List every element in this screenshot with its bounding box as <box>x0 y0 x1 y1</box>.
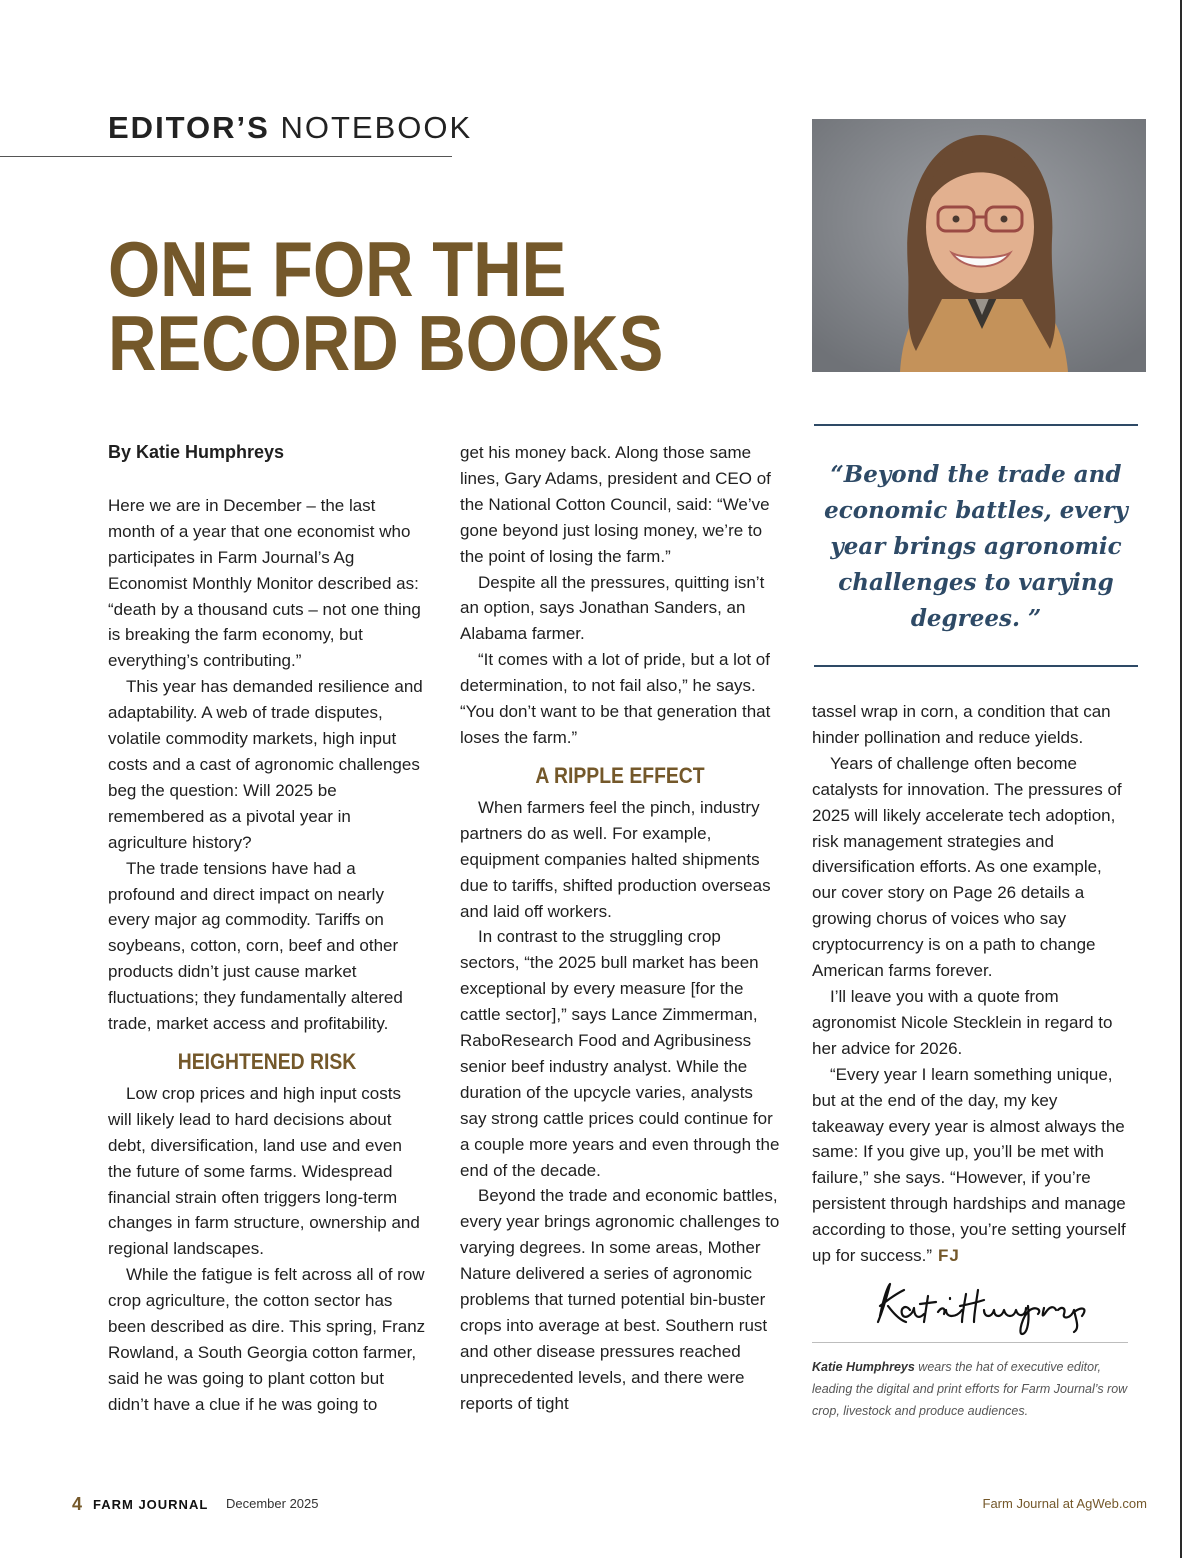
section-label-bold: EDITOR’S <box>108 110 270 145</box>
paragraph: The trade tensions have had a profound and direct impact on nearly every major ag commodity. Tariffs on soybeans, cotton, corn, beef and other products didn’t just cause market fluctuations; they fundamentally altered trade, market access and profitability. <box>108 858 403 1034</box>
handwritten-signature <box>866 1276 1096 1341</box>
pullquote-top-rule <box>814 424 1138 426</box>
issue-date: December 2025 <box>226 1496 319 1511</box>
bio-name: Katie Humphreys <box>812 1360 915 1374</box>
paragraph: When farmers feel the pinch, industry partners do as well. For example, equipment companies halted shipments due to tariffs, shifted production overseas and laid off workers. <box>460 797 771 921</box>
paragraph: While the fatigue is felt across all of row crop agriculture, the cotton sector has been described as dire. This spring, Franz Rowland, a South Georgia cotton farmer, said he was going to plant cotton but didn’t have a clue if he was going to <box>108 1265 426 1414</box>
subhead-ripple-effect: A RIPPLE EFFECT <box>535 762 705 788</box>
end-mark: FJ <box>938 1246 960 1266</box>
author-photo <box>812 119 1146 372</box>
pull-quote: “Beyond the trade and economic battles, every year brings agronomic challenges to varying degrees. ” <box>824 461 1128 632</box>
headline <box>108 225 664 387</box>
signature-divider <box>812 1342 1128 1343</box>
magazine-name: FARM JOURNAL <box>93 1497 209 1512</box>
page-footer <box>0 1494 1200 1518</box>
byline: By Katie Humphreys <box>108 442 285 462</box>
closing-quote-text: “Every year I learn something unique, but at the end of the day, my key takeaway every year is almost always the same: If you give up, you’ll be met with failure,” she says. “However, if you’re persistent through hardships and manage according to those, you’re setting yourself up for success.” <box>812 1064 1126 1266</box>
paragraph: tassel wrap in corn, a condition that can hinder pollination and reduce yields. <box>812 702 1111 747</box>
article-column-1 <box>108 440 426 1418</box>
paragraph: get his money back. Along those same lines, Gary Adams, president and CEO of the National Cotton Council, said: “We’ve gone beyond just losing money, we’re to the point of losing the farm.” <box>460 443 771 566</box>
headline-line-2: RECORD BOOKS <box>108 299 664 387</box>
signature-icon <box>866 1276 1096 1336</box>
page-number: 4 <box>72 1494 83 1514</box>
headline-line-1: ONE FOR THE <box>108 225 567 313</box>
article-column-2 <box>460 440 780 1417</box>
section-label <box>108 110 472 146</box>
paragraph: In contrast to the struggling crop sectors, “the 2025 bull market has been exceptional by every measure [for the cattle sector],” says Lance Zimmerman, RaboResearch Food and Agribusiness senior beef industry analyst. While the duration of the upcycle varies, analysts say strong cattle prices could continue for a couple more years and even through the end of the decade. <box>460 927 780 1180</box>
paragraph: I’ll leave you with a quote from agronomist Nicole Stecklein in regard to her advice for 2026. <box>812 986 1113 1058</box>
paragraph <box>812 1062 1128 1269</box>
paragraph: Despite all the pressures, quitting isn’t an option, says Jonathan Sanders, an Alabama farmer. <box>460 572 765 644</box>
section-divider <box>0 156 452 157</box>
page-edge-rule <box>1180 0 1182 1558</box>
subhead-heightened-risk: HEIGHTENED RISK <box>177 1048 357 1074</box>
paragraph: Here we are in December – the last month of a year that one economist who participates in Farm Journal’s Ag Economist Monthly Monitor described as: “death by a thousand cuts – not one thing is breaking the farm economy, but everything’s contributing.” <box>108 495 421 671</box>
paragraph: Low crop prices and high input costs will likely lead to hard decisions about debt, diversification, land use and even the future of some farms. Widespread financial strain often triggers long-term changes in farm structure, ownership and regional landscapes. <box>108 1083 420 1259</box>
article-column-3 <box>812 699 1128 1269</box>
bio-text: wears the hat of executive editor, leading the digital and print efforts for Farm Journal’s row crop, livestock and produce audiences. <box>812 1360 1128 1418</box>
paragraph: “It comes with a lot of pride, but a lot of determination, to not fail also,” he says. “You don’t want to be that generation that loses the farm.” <box>460 650 771 747</box>
paragraph: Beyond the trade and economic battles, every year brings agronomic challenges to varying degrees. In some areas, Mother Nature delivered a series of agronomic problems that turned potential bin-buster crops into average at best. Southern rust and other disease pressures reached unprecedented levels, and there were reports of tight <box>460 1186 780 1413</box>
website-link[interactable]: Farm Journal at AgWeb.com <box>982 1496 1147 1511</box>
paragraph: This year has demanded resilience and adaptability. A web of trade disputes, volatile commodity markets, high input costs and a cast of agronomic challenges beg the question: Will 2025 be remembered as a pivotal year in agriculture history? <box>108 677 423 852</box>
author-bio <box>812 1356 1128 1422</box>
author-portrait-illustration <box>812 119 1146 372</box>
paragraph: Years of challenge often become catalysts for innovation. The pressures of 2025 will likely accelerate tech adoption, risk management strategies and diversification efforts. As one example, our cover story on Page 26 details a growing chorus of voices who say cryptocurrency is on a path to change American farms forever. <box>812 753 1122 981</box>
pullquote-bottom-rule <box>814 665 1138 667</box>
section-label-light: NOTEBOOK <box>280 110 473 145</box>
